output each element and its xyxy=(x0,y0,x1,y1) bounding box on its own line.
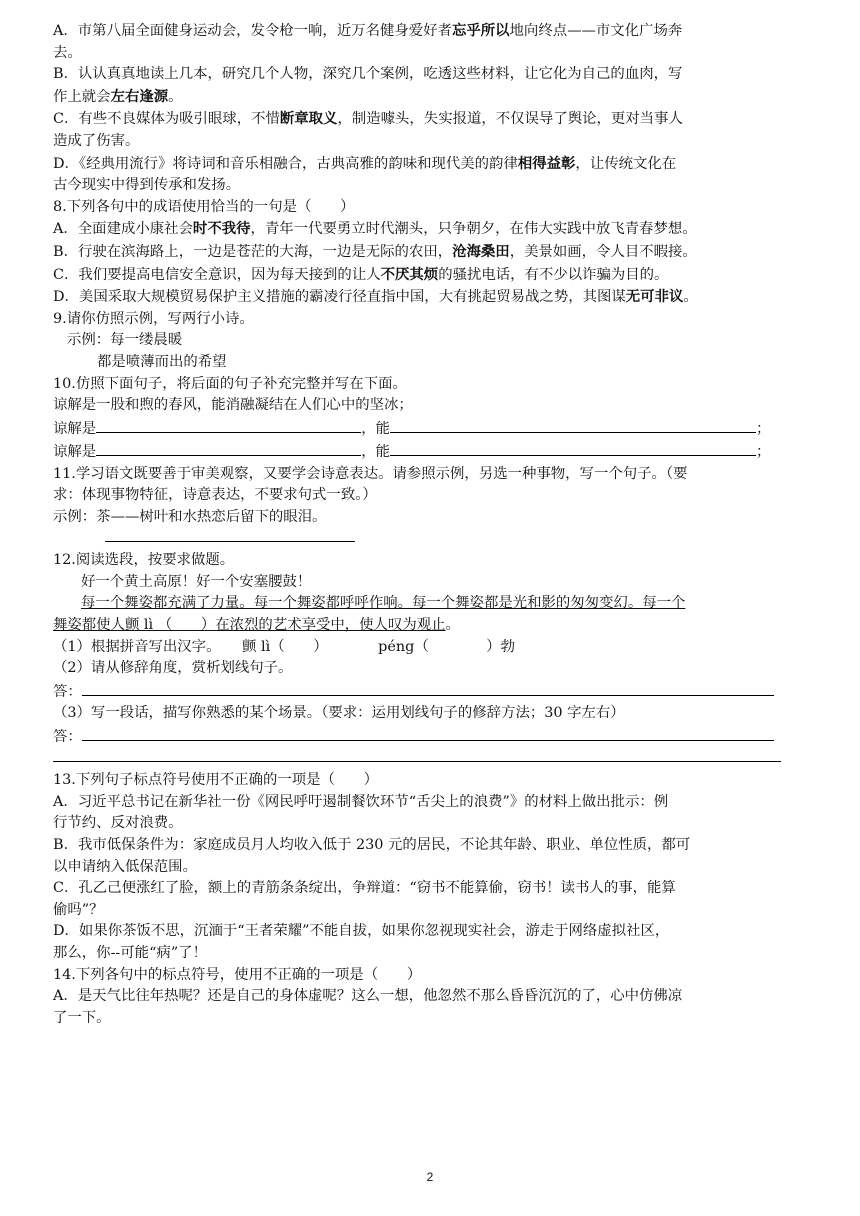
q13-option-d-cont: 那么，你--可能“病”了！ xyxy=(53,944,207,961)
q8-option-b xyxy=(53,241,813,264)
idiom: 断章取义 xyxy=(279,110,338,128)
q7-option-c-cont: 造成了伤害。 xyxy=(53,132,140,149)
q12-sub2-answer xyxy=(53,680,813,704)
text: C．有些不良媒体为吸引眼球，不惜 xyxy=(53,111,280,128)
q9-example-line2: 都是喷薄而出的希望 xyxy=(97,353,227,370)
text: A．市第八届全面健身运动会，发令枪一响，近万名健身爱好者 xyxy=(53,23,452,39)
q11-stem: 11.学习语文既要善于审美观察，又要学会诗意表达。请参照示例，另选一种事物，写一个句子。（要 xyxy=(53,465,688,482)
page-number: 2 xyxy=(426,1170,434,1184)
text: D．美国采取大规模贸易保护主义措施的霸凌行径直指中国，大有挑起贸易战之势，其图谋 xyxy=(53,289,626,306)
answer-blank[interactable] xyxy=(96,440,361,456)
answer-blank[interactable] xyxy=(105,541,355,542)
text: ，能 xyxy=(361,420,390,437)
q14-option-a: A．是天气比往年热呢？还是自己的身体虚呢？这么一想，他忽然不那么昏昏沉沉的了，心中仿佛凉 xyxy=(53,988,683,1005)
answer-blank[interactable] xyxy=(390,440,756,456)
idiom: 忘乎所以 xyxy=(451,22,510,39)
q12-sub1: （1）根据拼音写出汉字。 颤 lì（ ） péng（ ）勃 xyxy=(53,638,516,655)
text: ，能 xyxy=(361,444,390,461)
idiom: 不厌其烦 xyxy=(380,265,439,283)
text: ，美景如画，令人目不暇接。 xyxy=(509,243,697,260)
q11-example: 示例：茶——树叶和水热恋后留下的眼泪。 xyxy=(53,509,327,526)
q13-option-b-cont: 以申请纳入低保范围。 xyxy=(53,858,197,875)
answer-blank[interactable] xyxy=(53,761,781,762)
q13-option-a-cont: 行节约、反对浪费。 xyxy=(53,815,183,832)
text: ，让传统文化在 xyxy=(575,155,677,172)
q8-option-c xyxy=(53,264,813,287)
text: ，制造噱头，失实报道，不仅误导了舆论，更对当事人 xyxy=(337,111,683,128)
q14-stem: 14.下列各句中的标点符号，使用不正确的一项是（ ） xyxy=(53,966,422,983)
idiom: 沧海桑田 xyxy=(452,242,510,260)
q8-option-a xyxy=(53,218,813,241)
answer-blank[interactable] xyxy=(96,417,361,433)
text: 地向终点——市文化广场奔 xyxy=(509,23,683,39)
q10-fill-line-1 xyxy=(53,417,813,441)
answer-blank[interactable] xyxy=(82,725,774,741)
q7-option-b: B．认认真真地读上几本，研究几个人物，深究几个案例，吃透这些材料，让它化为自己的血肉，写 xyxy=(53,66,683,83)
q10-stem: 10.仿照下面句子，将后面的句子补充完整并写在下面。 xyxy=(53,375,407,392)
q12-underlined-sentence: 每一个舞姿都充满了力量。每一个舞姿都呼呼作响。每一个舞姿都是光和影的匆匆变幻。每一个 xyxy=(81,595,686,612)
q12-sub3: （3）写一段话，描写你熟悉的某个场景。（要求：运用划线句子的修辞方法；30 字左右） xyxy=(53,705,625,722)
q12-stem: 12.阅读选段，按要求做题。 xyxy=(53,552,235,569)
q11-stem-cont: 求：体现事物特征，诗意表达，不要求句式一致。） xyxy=(53,487,377,504)
text: ，青年一代要勇立时代潮头，只争朝夕，在伟大实践中放飞青春梦想。 xyxy=(250,221,697,238)
text: 谅解是 xyxy=(53,444,97,461)
text: 。 xyxy=(168,88,183,105)
idiom: 时不我待 xyxy=(192,220,251,238)
q12-sub2: （2）请从修辞角度，赏析划线句子。 xyxy=(53,660,293,677)
q12-passage-line1: 好一个黄土高原！好一个安塞腰鼓！ xyxy=(81,573,312,590)
text: C．我们要提高电信安全意识，因为每天接到的让人 xyxy=(53,266,381,283)
q13-option-c: C．孔乙己便涨红了脸，额上的青筋条条绽出，争辩道：“窃书不能算偷，窃书！读书人的事，能算 xyxy=(53,880,676,897)
q10-sample: 谅解是一股和煦的春风，能消融凝结在人们心中的坚冰； xyxy=(53,397,413,414)
answer-blank[interactable] xyxy=(390,417,756,433)
q7-option-d xyxy=(53,153,813,176)
answer-label: 答： xyxy=(53,683,82,700)
text: 的骚扰电话，有不少以诈骗为目的。 xyxy=(438,266,669,283)
q7-option-c xyxy=(53,108,813,131)
q13-option-d: D．如果你茶饭不思，沉湎于“王者荣耀”不能自拔，如果你忽视现实社会，游走于网络虚拟社区， xyxy=(53,923,670,940)
text: 舞姿都使人颤 lì （ ）在浓烈的艺术享受中，使人叹为观止 xyxy=(53,617,446,634)
idiom: 无可非议 xyxy=(625,288,684,306)
q13-option-c-cont: 偷吗”？ xyxy=(53,901,104,918)
text: 作上就会 xyxy=(53,88,111,105)
q10-fill-line-2 xyxy=(53,440,813,464)
idiom: 相得益彰 xyxy=(517,154,576,172)
text: ； xyxy=(755,444,771,461)
idiom: 左右逢源 xyxy=(110,87,169,105)
answer-label: 答： xyxy=(53,729,82,745)
q8-stem: 8.下列各句中的成语使用恰当的一句是（ ） xyxy=(53,198,355,215)
q13-stem: 13.下列句子标点符号使用不正确的一项是（ ） xyxy=(53,772,379,789)
q11-answer-area xyxy=(53,529,813,551)
q7-option-a xyxy=(53,20,813,43)
q12-sub3-answer xyxy=(53,725,813,749)
answer-blank[interactable] xyxy=(82,680,774,696)
text: D．《经典用流行》将诗词和音乐相融合，古典高雅的韵味和现代美的韵律 xyxy=(53,155,518,172)
q7-option-d-cont: 古今现实中得到传承和发扬。 xyxy=(53,177,241,194)
text: ； xyxy=(755,420,771,437)
document-page xyxy=(53,20,813,1029)
text: 。 xyxy=(445,617,460,634)
q13-option-a: A．习近平总书记在新华社一份《网民呼吁遏制餐饮环节“舌尖上的浪费”》的材料上做出批示：例 xyxy=(53,793,669,810)
text: A．全面建成小康社会 xyxy=(53,221,193,238)
q7-option-b-cont xyxy=(53,86,813,109)
text: 谅解是 xyxy=(53,420,97,437)
q12-underlined-sentence-cont xyxy=(53,615,813,637)
q7-option-a-cont: 去。 xyxy=(53,44,82,61)
text: 。 xyxy=(683,289,698,306)
q8-option-d xyxy=(53,286,813,309)
q13-option-b: B．我市低保条件为：家庭成员月人均收入低于 230 元的居民，不论其年龄、职业、单位性质，都可 xyxy=(53,836,691,853)
q14-option-a-cont: 了一下。 xyxy=(53,1009,111,1026)
q9-stem: 9.请你仿照示例，写两行小诗。 xyxy=(53,310,254,327)
text: B．行驶在滨海路上，一边是苍茫的大海，一边是无际的农田， xyxy=(53,243,453,260)
q12-sub3-answer-line2 xyxy=(53,749,813,771)
q9-example-line1: 示例：每一缕晨暖 xyxy=(67,332,183,349)
